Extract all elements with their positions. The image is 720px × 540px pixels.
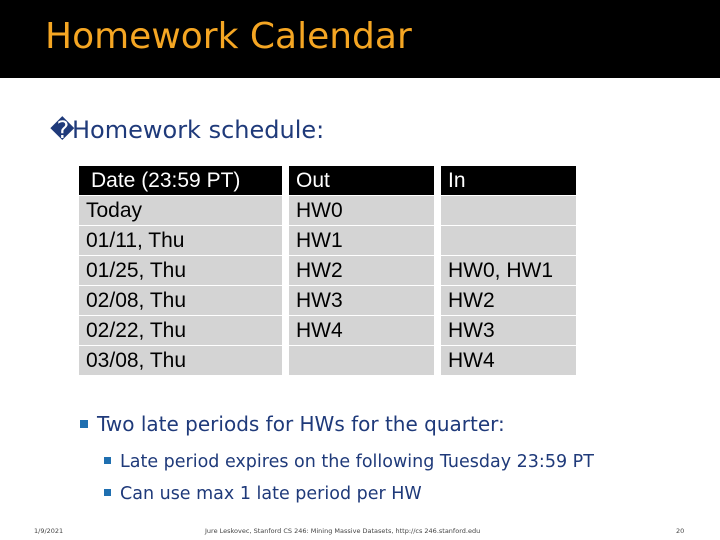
table-row [79, 196, 576, 225]
table-row [79, 226, 576, 255]
cell-out: HW2 [282, 256, 434, 285]
table-row [79, 346, 576, 375]
sub-bullet-late-periods [80, 412, 505, 436]
sub-bullet-text: Two late periods for HWs for the quarter: [97, 412, 505, 436]
header-out: Out [282, 166, 434, 195]
cell-out: HW4 [282, 316, 434, 345]
cell-date: 02/22, Thu [79, 316, 282, 345]
square-bullet-icon [80, 420, 88, 428]
schedule-table [79, 165, 576, 376]
cell-out: HW0 [282, 196, 434, 225]
cell-in [434, 196, 576, 225]
bullet-marker: � [50, 116, 75, 144]
sub-sub-bullet [104, 452, 594, 472]
footer-page-number: 20 [676, 527, 685, 535]
cell-out: HW1 [282, 226, 434, 255]
cell-out [282, 346, 434, 375]
table-header-row [79, 166, 576, 195]
cell-in: HW3 [434, 316, 576, 345]
cell-date: Today [79, 196, 282, 225]
bullet-homework-schedule [50, 116, 324, 144]
table-row [79, 286, 576, 315]
slide-title: Homework Calendar [45, 16, 412, 57]
cell-in: HW2 [434, 286, 576, 315]
cell-in [434, 226, 576, 255]
table-row [79, 316, 576, 345]
table-row [79, 256, 576, 285]
header-date: Date (23:59 PT) [79, 166, 282, 195]
cell-out: HW3 [282, 286, 434, 315]
cell-in: HW0, HW1 [434, 256, 576, 285]
cell-date: 03/08, Thu [79, 346, 282, 375]
square-bullet-icon [104, 457, 111, 464]
sub-sub-bullet-text: Late period expires on the following Tuesday 23:59 PT [120, 452, 594, 472]
cell-in: HW4 [434, 346, 576, 375]
square-bullet-icon [104, 489, 111, 496]
cell-date: 01/25, Thu [79, 256, 282, 285]
header-in: In [434, 166, 576, 195]
footer-credit: Jure Leskovec, Stanford CS 246: Mining Massive Datasets, http://cs 246.stanford.edu [205, 527, 481, 535]
cell-date: 01/11, Thu [79, 226, 282, 255]
footer-date: 1/9/2021 [34, 527, 64, 535]
cell-date: 02/08, Thu [79, 286, 282, 315]
sub-sub-bullet-text: Can use max 1 late period per HW [120, 484, 422, 504]
sub-sub-bullet [104, 484, 422, 504]
bullet-text: Homework schedule: [72, 116, 325, 144]
